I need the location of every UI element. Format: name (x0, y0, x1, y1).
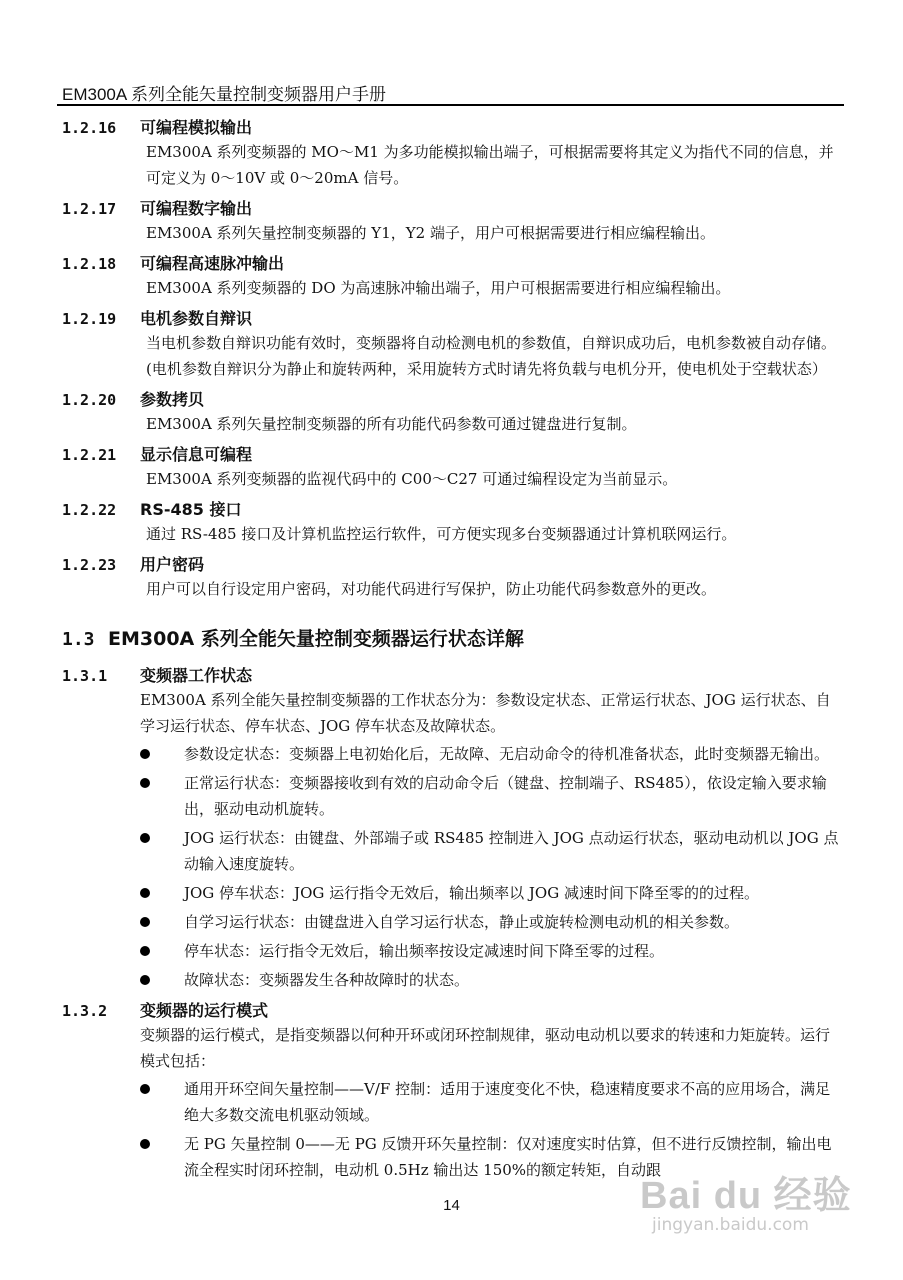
bullet-text: 故障状态：变频器发生各种故障时的状态。 (184, 971, 470, 989)
bullet-text: 参数设定状态：变频器上电初始化后，无故障、无启动命令的待机准备状态，此时变频器无输出。 (184, 745, 830, 763)
bullet-dot-icon (140, 975, 150, 985)
section-body: 变频器的运行模式，是指变频器以何种开环或闭环控制规律，驱动电动机以要求的转速和力矩旋转。运行模式包括： (140, 1026, 831, 1070)
section-title: 电机参数自辩识 (140, 309, 253, 328)
bullet-text: 无 PG 矢量控制 0——无 PG 反馈开环矢量控制：仅对速度实时估算，但不进行反馈控制，输出电流全程实时闭环控制，电动机 0.5Hz 输出达 150%的额定转矩，自动跟 (184, 1135, 832, 1179)
bullet-item (184, 770, 840, 822)
watermark-url: jingyan.baidu.com (652, 1215, 809, 1235)
bullet-item (184, 1076, 840, 1128)
section-body: 用户可以自行设定用户密码，对功能代码进行写保护，防止功能代码参数意外的更改。 (146, 580, 717, 598)
header-rule (57, 104, 844, 106)
bullet-dot-icon (140, 778, 150, 788)
section-body: EM300A 系列变频器的监视代码中的 C00～C27 可通过编程设定为当前显示。 (146, 470, 678, 488)
section-list-1-2 (62, 115, 842, 602)
bullet-item (184, 825, 840, 877)
section-body: EM300A 系列矢量控制变频器的所有功能代码参数可通过键盘进行复制。 (146, 415, 637, 433)
section-heading (62, 251, 842, 275)
bullet-text: JOG 运行状态：由键盘、外部端子或 RS485 控制进入 JOG 点动运行状态，驱动电动机以 JOG 点动输入速度旋转。 (184, 829, 839, 873)
bullet-dot-icon (140, 888, 150, 898)
section-body: EM300A 系列变频器的 DO 为高速脉冲输出端子，用户可根据需要进行相应编程输出。 (146, 279, 731, 297)
section-number: 1.2.22 (62, 501, 117, 519)
section-heading-1-3-2 (62, 998, 842, 1022)
section-number: 1.2.18 (62, 255, 117, 273)
section-title: RS-485 接口 (140, 500, 242, 519)
bullet-text: 自学习运行状态：由键盘进入自学习运行状态，静止或旋转检测电动机的相关参数。 (184, 913, 740, 931)
section-heading (62, 387, 842, 411)
bullet-list-1-3-1 (62, 741, 842, 993)
section-title: 变频器的运行模式 (140, 1001, 269, 1020)
section-number: 1.3.1 (62, 667, 108, 685)
bullet-text: 停车状态：运行指令无效后，输出频率按设定减速时间下降至零的过程。 (184, 942, 665, 960)
section-body: EM300A 系列全能矢量控制变频器的工作状态分为：参数设定状态、正常运行状态、JOG 运行状态、自学习运行状态、停车状态、JOG 停车状态及故障状态。 (140, 691, 831, 735)
section-title: 参数拷贝 (140, 390, 205, 409)
chapter-number: 1.3 (62, 629, 95, 650)
watermark-brand: Bai du 经验 (640, 1175, 852, 1217)
bullet-text: 通用开环空间矢量控制——V/F 控制：适用于速度变化不快，稳速精度要求不高的应用场合，满足绝大多数交流电机驱动领域。 (184, 1080, 831, 1124)
section-number: 1.2.19 (62, 310, 117, 328)
bullet-item (184, 909, 840, 935)
bullet-item (184, 880, 840, 906)
section-title: 用户密码 (140, 555, 205, 574)
section-number: 1.2.21 (62, 446, 117, 464)
section-heading (62, 115, 842, 139)
section-number: 1.2.17 (62, 200, 117, 218)
running-header: EM300A 系列全能矢量控制变频器用户手册 (62, 85, 386, 104)
section-title: 可编程数字输出 (140, 199, 253, 218)
section-heading (62, 497, 842, 521)
bullet-dot-icon (140, 1084, 150, 1094)
chapter-heading-1-3 (62, 624, 842, 658)
bullet-dot-icon (140, 1139, 150, 1149)
section-body: EM300A 系列矢量控制变频器的 Y1，Y2 端子，用户可根据需要进行相应编程输出。 (146, 224, 715, 242)
chapter-title: EM300A 系列全能矢量控制变频器运行状态详解 (108, 628, 524, 650)
section-heading (62, 196, 842, 220)
bullet-dot-icon (140, 946, 150, 956)
section-number: 1.2.16 (62, 119, 117, 137)
bullet-dot-icon (140, 833, 150, 843)
bullet-dot-icon (140, 917, 150, 927)
section-title: 可编程高速脉冲输出 (140, 254, 285, 273)
page-number: 14 (443, 1197, 460, 1214)
section-body: 通过 RS-485 接口及计算机监控运行软件，可方便实现多台变频器通过计算机联网运行。 (146, 525, 737, 543)
bullet-text: 正常运行状态：变频器接收到有效的启动命令后（键盘、控制端子、RS485），依设定输入要求输出，驱动电动机旋转。 (184, 774, 827, 818)
section-number: 1.3.2 (62, 1002, 108, 1020)
section-title: 可编程模拟输出 (140, 118, 253, 137)
section-number: 1.2.20 (62, 391, 117, 409)
section-heading (62, 442, 842, 466)
section-heading-1-3-1 (62, 663, 842, 687)
section-title: 显示信息可编程 (140, 445, 253, 464)
bullet-item (184, 938, 840, 964)
bullet-dot-icon (140, 749, 150, 759)
page-content (62, 110, 842, 1186)
section-body: EM300A 系列变频器的 MO～M1 为多功能模拟输出端子，可根据需要将其定义为指代不同的信息，并可定义为 0～10V 或 0～20mA 信号。 (146, 143, 834, 187)
section-heading (62, 552, 842, 576)
section-title: 变频器工作状态 (140, 666, 253, 685)
section-body: 当电机参数自辩识功能有效时，变频器将自动检测电机的参数值，自辩识成功后，电机参数被自动存储。(电机参数自辩识分为静止和旋转两种，采用旋转方式时请先将负载与电机分开，使电机处于空载状态） (146, 334, 837, 378)
section-heading (62, 306, 842, 330)
bullet-item (184, 967, 840, 993)
bullet-text: JOG 停车状态：JOG 运行指令无效后，输出频率以 JOG 减速时间下降至零的的过程。 (184, 884, 759, 902)
section-number: 1.2.23 (62, 556, 117, 574)
bullet-item (184, 741, 840, 767)
